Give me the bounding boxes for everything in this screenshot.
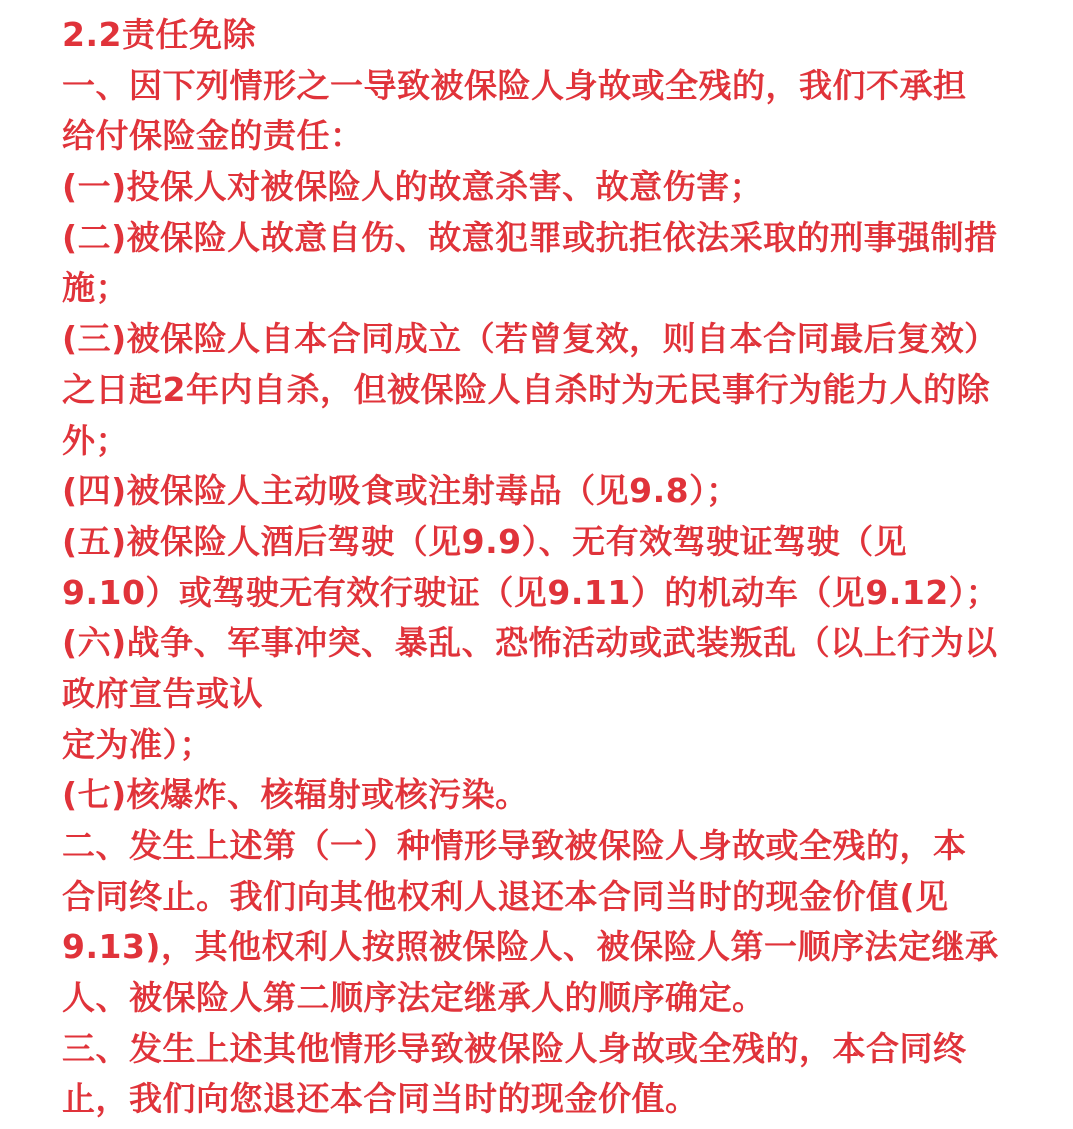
text-line: 人、被保险人第二顺序法定继承人的顺序确定。: [62, 978, 766, 1018]
text-line: 政府宣告或认: [62, 673, 263, 713]
document-body: [62, 10, 1053, 1125]
text-line: 9.10）或驾驶无有效行驶证（见9.11）的机动车（见9.12）；: [62, 572, 1000, 612]
text-line: 外；: [62, 420, 129, 460]
text-line: 止，我们向您退还本合同当时的现金价值。: [62, 1079, 699, 1119]
section-title: 2.2责任免除: [62, 15, 256, 54]
text-line: 给付保险金的责任：: [62, 116, 364, 156]
text-line: 定为准）；: [62, 724, 213, 764]
text-line: (五)被保险人酒后驾驶（见9.9）、无有效驾驶证驾驶（见: [62, 521, 908, 561]
text-line: (四)被保险人主动吸食或注射毒品（见9.8）；: [62, 471, 740, 511]
text-line: 施；: [62, 268, 129, 308]
text-line: 二、发生上述第（一）种情形导致被保险人身故或全残的，本: [62, 826, 967, 865]
text-line: (二)被保险人故意自伤、故意犯罪或抗拒依法采取的刑事强制措: [62, 217, 998, 257]
text-line: 三、发生上述其他情形导致被保险人身故或全残的，本合同终: [62, 1028, 967, 1068]
text-line: 之日起2年内自杀，但被保险人自杀时为无民事行为能力人的除: [62, 369, 990, 409]
text-line: (七)核爆炸、核辐射或核污染。: [62, 775, 529, 815]
text-line: (一)投保人对被保险人的故意杀害、故意伤害；: [62, 167, 764, 207]
text-line: (六)战争、军事冲突、暴乱、恐怖活动或武装叛乱（以上行为以: [62, 623, 998, 663]
text-line: 合同终止。我们向其他权利人退还本合同当时的现金价值(见: [62, 876, 949, 916]
text-line: 一、因下列情形之一导致被保险人身故或全残的，我们不承担: [62, 65, 967, 105]
text-line: 9.13)，其他权利人按照被保险人、被保险人第一顺序法定继承: [62, 927, 999, 967]
text-line: (三)被保险人自本合同成立（若曾复效，则自本合同最后复效）: [62, 319, 998, 359]
